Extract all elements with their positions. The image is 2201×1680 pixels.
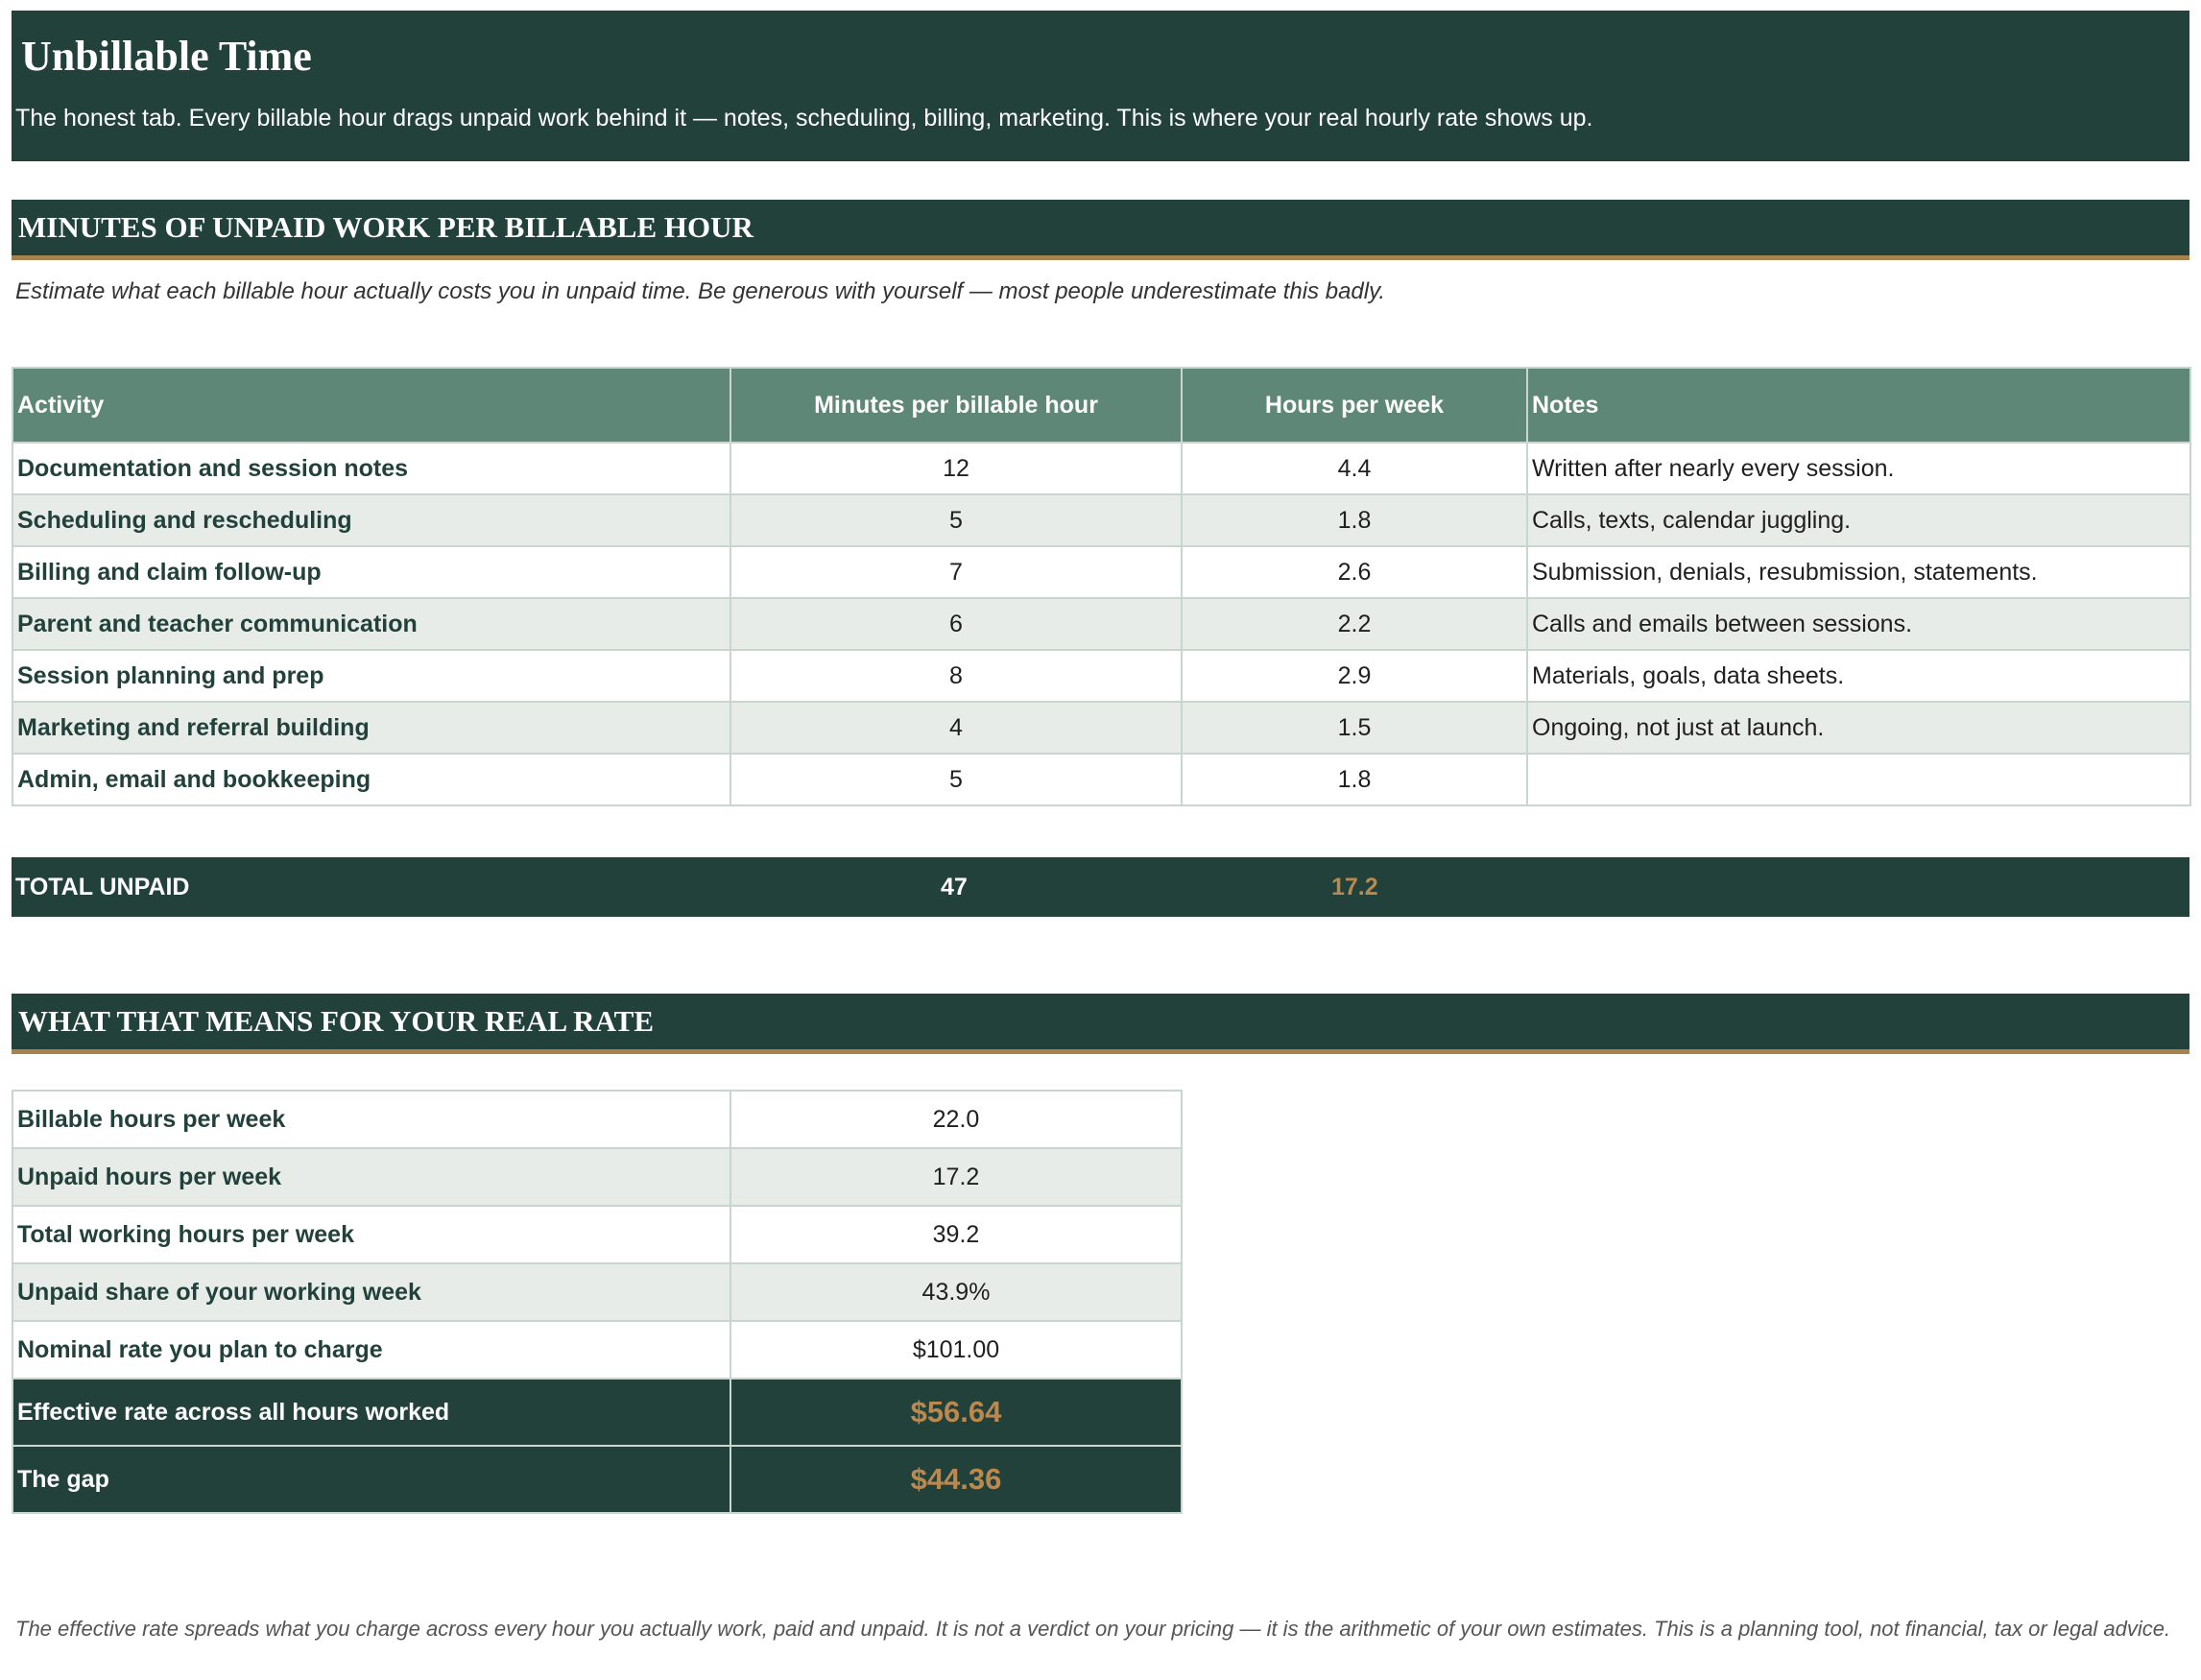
notes-cell[interactable]: Materials, goals, data sheets. — [1527, 650, 2190, 702]
minutes-cell[interactable]: 4 — [730, 702, 1182, 754]
page-subtitle: The honest tab. Every billable hour drags unpaid work behind it — notes, scheduling, billing, marketing. This is where your real hourly rate shows up. — [15, 105, 1593, 132]
hours-cell[interactable]: 1.8 — [1182, 494, 1527, 546]
rate-label-cell: Nominal rate you plan to charge — [12, 1321, 730, 1379]
page-title: Unbillable Time — [21, 33, 312, 80]
table-row — [12, 1091, 1182, 1148]
gap-value[interactable]: $44.36 — [730, 1446, 1182, 1513]
table-header-row — [12, 368, 2190, 443]
activity-cell[interactable]: Scheduling and rescheduling — [12, 494, 730, 546]
rate-value-cell[interactable]: 39.2 — [730, 1206, 1182, 1263]
table-row — [12, 650, 2190, 702]
notes-cell[interactable]: Written after nearly every session. — [1527, 443, 2190, 494]
table-row — [12, 546, 2190, 598]
column-header-minutes: Minutes per billable hour — [730, 368, 1182, 443]
rate-label-cell: Billable hours per week — [12, 1091, 730, 1148]
rate-label-cell: Total working hours per week — [12, 1206, 730, 1263]
notes-cell[interactable]: Ongoing, not just at launch. — [1527, 702, 2190, 754]
rate-label-cell: The gap — [12, 1446, 730, 1513]
notes-cell[interactable]: Calls, texts, calendar juggling. — [1527, 494, 2190, 546]
rate-value-cell[interactable]: 22.0 — [730, 1091, 1182, 1148]
notes-cell[interactable]: Calls and emails between sessions. — [1527, 598, 2190, 650]
table-row — [12, 1206, 1182, 1263]
activity-cell[interactable]: Billing and claim follow-up — [12, 546, 730, 598]
column-header-activity: Activity — [12, 368, 730, 443]
notes-cell[interactable]: Submission, denials, resubmission, statements. — [1527, 546, 2190, 598]
total-label: TOTAL UNPAID — [15, 874, 190, 900]
activity-table — [12, 367, 2191, 806]
rate-label-cell: Unpaid share of your working week — [12, 1263, 730, 1321]
minutes-cell[interactable]: 8 — [730, 650, 1182, 702]
total-hours: 17.2 — [1331, 874, 1378, 900]
section-header-real-rate — [12, 994, 2189, 1054]
table-row — [12, 1321, 1182, 1379]
rate-table — [12, 1090, 1183, 1514]
minutes-cell[interactable]: 5 — [730, 494, 1182, 546]
table-row — [12, 598, 2190, 650]
section-title: WHAT THAT MEANS FOR YOUR REAL RATE — [18, 1004, 655, 1038]
total-minutes: 47 — [941, 874, 968, 900]
hours-cell[interactable]: 2.6 — [1182, 546, 1527, 598]
table-row — [12, 443, 2190, 494]
title-band — [12, 11, 2189, 161]
rate-value-cell[interactable]: 17.2 — [730, 1148, 1182, 1206]
table-row — [12, 494, 2190, 546]
activity-cell[interactable]: Documentation and session notes — [12, 443, 730, 494]
hours-cell[interactable]: 1.5 — [1182, 702, 1527, 754]
column-header-notes: Notes — [1527, 368, 2190, 443]
activity-cell[interactable]: Admin, email and bookkeeping — [12, 754, 730, 805]
section-header-unpaid-minutes — [12, 200, 2189, 260]
gap-row — [12, 1446, 1182, 1513]
hours-cell[interactable]: 4.4 — [1182, 443, 1527, 494]
activity-cell[interactable]: Parent and teacher communication — [12, 598, 730, 650]
table-row — [12, 1148, 1182, 1206]
rate-label-cell: Effective rate across all hours worked — [12, 1379, 730, 1446]
rate-label-cell: Unpaid hours per week — [12, 1148, 730, 1206]
activity-cell[interactable]: Session planning and prep — [12, 650, 730, 702]
hours-cell[interactable]: 2.2 — [1182, 598, 1527, 650]
notes-cell[interactable] — [1527, 754, 2190, 805]
minutes-cell[interactable]: 7 — [730, 546, 1182, 598]
total-unpaid-row — [12, 857, 2189, 917]
section-title: MINUTES OF UNPAID WORK PER BILLABLE HOUR — [18, 210, 754, 244]
table-row — [12, 754, 2190, 805]
hours-cell[interactable]: 2.9 — [1182, 650, 1527, 702]
table-row — [12, 702, 2190, 754]
minutes-cell[interactable]: 6 — [730, 598, 1182, 650]
minutes-cell[interactable]: 5 — [730, 754, 1182, 805]
footnote: The effective rate spreads what you charge across every hour you actually work, paid and unpaid. It is not a verdict on your pricing — it is the arithmetic of your own estimates. This is a planning tool, not financial, tax or legal advice. — [15, 1617, 2171, 1641]
effective-rate-row — [12, 1379, 1182, 1446]
rate-value-cell[interactable]: $101.00 — [730, 1321, 1182, 1379]
minutes-cell[interactable]: 12 — [730, 443, 1182, 494]
table-row — [12, 1263, 1182, 1321]
section-intro: Estimate what each billable hour actually costs you in unpaid time. Be generous with yourself — most people underestimate this badly. — [15, 278, 1385, 304]
effective-rate-value[interactable]: $56.64 — [730, 1379, 1182, 1446]
activity-cell[interactable]: Marketing and referral building — [12, 702, 730, 754]
column-header-hours: Hours per week — [1182, 368, 1527, 443]
rate-value-cell[interactable]: 43.9% — [730, 1263, 1182, 1321]
hours-cell[interactable]: 1.8 — [1182, 754, 1527, 805]
